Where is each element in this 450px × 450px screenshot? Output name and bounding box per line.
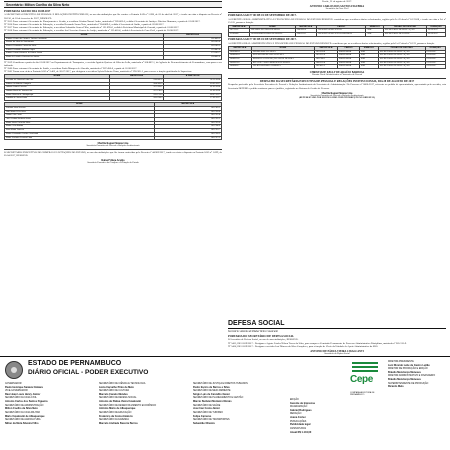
table-header: SÍMBOLO <box>359 46 378 50</box>
table-header: MATRÍCULA <box>229 25 250 29</box>
official-title: SECRETÁRIO DE ADMINISTRAÇÃO <box>5 404 44 407</box>
cpl-text: O SECRETÁRIO EXECUTIVO DE COMPRAS E LICITAÇÕES DO ESTADO, no uso das atribuições que lhe foram conferidas pelo Decreto nº 44.963/2017, tendo em vista o disposto na Portaria SAD nº 1.099, de 05.04.2017, RESOLVE: <box>4 151 222 158</box>
table-header: ÓRGÃO DE DESTINO <box>383 25 426 29</box>
section-header: Secretário: Milton Coelho da Silva Neto <box>4 1 222 8</box>
table-header: MATRÍCULA <box>229 46 252 50</box>
table-cell: 01.09.2017 <box>425 54 445 58</box>
table-cell: 380.797-3 <box>154 136 221 140</box>
table-header: NOME <box>5 103 155 107</box>
official-title: GOVERNADOR <box>5 383 22 385</box>
official-name: Márcio Stefanni Monteiro Morais <box>193 400 232 404</box>
table-cell: Rosa Maria Fonseca <box>5 129 155 133</box>
table-cell: 269.365-6 <box>164 41 222 45</box>
divider <box>4 149 222 150</box>
table-cell: 3484166-4 <box>229 54 252 58</box>
official-name: Paulo Henrique Saraiva Câmara <box>5 385 43 389</box>
signature-name: Marília Raquel Simões Lins <box>97 142 129 146</box>
table-cell: SECRETARIA DE EDUCAÇÃO <box>378 65 425 69</box>
portaria-item: Nº 3558 Fazer retornar à Secretaria de Educação, o servidor José Severino Gomes de Araújo, matrícula nº 125.461-6, cedido à Secretaria de Casa Civil, a partir de 30.08.2017. <box>4 28 179 32</box>
table-cell: 08.07.2017 <box>164 93 222 97</box>
table-cell: Maria Verônica Ferreira Lima <box>5 136 155 140</box>
table-cell: SECRETARIA DE EDUCAÇÃO <box>383 29 426 33</box>
table-cell: 01.05.2016 <box>164 90 222 94</box>
block-value: Anual R$ 1.144,00 <box>290 430 312 434</box>
table-cell: PROFESSOR <box>337 65 359 69</box>
portaria-heading: PORTARIA SAD Nº 00 DE 01 DE SETEMBRO DE 2017. <box>228 14 297 18</box>
table-cell: Ana Cristina Barbosa Souza <box>5 118 155 122</box>
table-cell: 380.795-7 <box>154 129 221 133</box>
table-cell: SUZANI REGINA DE SANTANA <box>251 54 314 58</box>
official-title: SECRETÁRIO DE DEFESA SOCIAL <box>99 397 137 400</box>
official-name: Nilton da Mota Silveira Filho <box>5 421 39 425</box>
table-cell: 207.196-0 <box>109 90 164 94</box>
official-title: DIRETOR-PRESIDENTE <box>388 361 414 363</box>
table-cell: Joana Félix Costa <box>5 114 155 118</box>
table-header: MATRÍCULA <box>315 46 338 50</box>
right-column <box>228 0 446 318</box>
table-cell: 384.512-4 <box>315 61 338 65</box>
table-header: MATRÍCULA <box>164 33 222 37</box>
table-cell: SECRETARIA DE EDUCAÇÃO <box>378 50 425 54</box>
table-cell: Edilene Sá Ribeiro Campelo <box>5 82 110 86</box>
block-value: Gabriel Rodrigues <box>290 408 312 412</box>
table-header: MATRÍCULA <box>295 25 316 29</box>
table-cell: 383.510-8 <box>315 50 338 54</box>
table-cell: 17.02.2017 <box>164 97 222 101</box>
officials-column <box>193 383 285 426</box>
section-title: DEFESA SOCIAL <box>228 320 446 329</box>
official-title: DIRETOR DE PRODUÇÃO E EDIÇÃO <box>388 368 428 371</box>
table-cell: SIM <box>366 29 384 33</box>
official-name: Raul Jean Louis Henry Júnior <box>5 392 41 396</box>
table-header: A PARTIR DE <box>164 75 222 79</box>
block-value: Gerente de Imprensa <box>290 401 315 405</box>
official-title: DIRETOR ADMINISTRATIVO E FINANCEIRO <box>388 375 436 378</box>
block-value: Publicidade legal <box>290 423 311 427</box>
table-cell: 3486083-7 <box>229 65 252 69</box>
table-cell: 279.365-7 <box>164 52 222 56</box>
table-header: DURAÇÃO <box>425 46 445 50</box>
section-subtitle: Secretário: Antonio de Pádua Vieira Cavalcanti <box>228 330 278 333</box>
table-cell: PROFESSOR <box>337 50 359 54</box>
table-cell: Maria de Lourdes Vasconcelos Santos <box>5 56 164 60</box>
table-cell: 396.999-4 <box>295 29 316 33</box>
signature-role: Secretário da Casa Civil <box>325 8 349 11</box>
table-cell: SIM <box>366 33 384 37</box>
table-cell: 380.790-6 <box>154 110 221 114</box>
table-cell: Simone Gomes do Carmo e Freitas Cavalcanti <box>5 37 164 41</box>
signature-role: Secretária Executiva de Pessoal e Relações Institucionais <box>310 94 364 97</box>
cepe-officials <box>388 361 446 390</box>
officials-column <box>99 383 191 426</box>
table-cell: 380.791-4 <box>154 114 221 118</box>
table-cell: 380.793-0 <box>154 121 221 125</box>
table-cell: 383.511-6 <box>315 54 338 58</box>
signature-name: CHRISTIANE KELLY DE ARAÚJO BARBOSA <box>309 71 365 75</box>
table-cell: Jane Maria Félix Silva <box>5 110 155 114</box>
portaria-heading: PORTARIAS SAD DO DIA 10.08.2017 <box>4 10 51 13</box>
table-cell: Maria Oliveira de Albuquerque <box>5 93 110 97</box>
block-value: Joana Cortez <box>290 416 306 420</box>
portaria-heading: PORTARIA SAD Nº 00 DE 01 DE SETEMBRO DE 2017. <box>228 38 297 42</box>
block-label: PUBLICAÇÕES <box>290 420 307 423</box>
official-title: SECRETÁRIO DE EDUCAÇÃO <box>99 411 132 414</box>
official-title: SECRETÁRIO DE CIÊNCIA E TECNOLOGIA <box>99 383 146 385</box>
signature-name: ANTONIO CARLOS DOS SANTOS FIGUEIRA <box>309 5 365 9</box>
official-name: Antônio Mário de Albuquerque <box>99 407 136 411</box>
table-cell: PROFESSOR <box>337 54 359 58</box>
table-cell: FELIPE BEZERRA CORREIA <box>251 65 314 69</box>
editorial-block <box>290 399 446 435</box>
official-title: SECRETÁRIO DE PLANEJAMENTO E GESTÃO <box>193 397 244 400</box>
table-cell: SIM <box>359 54 378 58</box>
official-title: SECRETÁRIO DE TURISMO <box>193 411 223 414</box>
signature-role: Gerente Geral Administrativa e Financeira de Pessoal <box>311 74 363 77</box>
official-title: SECRETÁRIO DE SAÚDE <box>193 404 221 407</box>
portaria-item: Nº 3555 Fazer retornar à Secretaria de Planejamento e Gestão, a servidora Cristina Nazaré Andre, matrícula nº 385.665-0, cedida à Secretaria de Justiça e Direitos Humanos, a partir de 01.08.2017. <box>4 19 201 23</box>
signature-role: Secretário de Defesa Social <box>324 352 350 355</box>
official-title: SECRETÁRIO DA CASA CIVIL <box>5 397 37 400</box>
table-cell: 380.789-2 <box>154 106 221 110</box>
table-cell: 01.11.2016 <box>164 78 222 82</box>
signature-name: Marília Raquel Simões Lins <box>321 91 353 95</box>
table-cell: 380.796-5 <box>154 132 221 136</box>
table-cell: 3480163-0 <box>229 61 252 65</box>
official-name: Frederico da Costa Amâncio <box>99 414 133 418</box>
table-row <box>229 65 446 69</box>
table-cell: 295.153-0 <box>109 93 164 97</box>
table-cell: Maria Célia Batista <box>5 125 155 129</box>
official-name: Milton Coelho da Silva Neto <box>5 407 38 411</box>
table-cell: 133.847-6 <box>164 48 222 52</box>
table-cell: 3482066-4 <box>229 50 252 54</box>
block-label: REDAÇÃO <box>290 413 302 416</box>
table-cell: ANALISTA EXECUTIVO <box>316 29 366 33</box>
table-row <box>5 56 222 60</box>
official-title: SECRETÁRIO DA FAZENDA <box>99 418 129 421</box>
table-cell: 01.01.2016 <box>164 86 222 90</box>
table-header: SÍMBOLO <box>366 25 384 29</box>
table-cell: 355654-6 <box>229 33 250 37</box>
defesa-social-section <box>228 320 446 355</box>
table-cell: 283.294-3 <box>109 97 164 101</box>
table-header: NOME <box>250 25 296 29</box>
table-header: MATRÍCULA <box>109 75 164 79</box>
table-cell: Sirlani Fernandes Barbosa Lopes <box>5 48 164 52</box>
divider <box>228 78 446 79</box>
official-name: José Iran Costa Júnior <box>193 407 220 411</box>
portaria-item: Nº 3561 Tornar sem efeito a Portaria SAD nº 3.403, de 26.07.2017, que designou a servidora Sylvia Roberta Viana, matrícula nº 298.365-1, para exercer a função gratificada de Supervisor. <box>4 70 192 74</box>
portaria-text: A GERENTE GERAL ADMINISTRATIVA E FINANCEIRA DE PESSOAL DO ESTADO RESOLVE: considerar que os servidores abaixo relacionados, regidos pela Lei Federal nº 6.123, passam a lotação. <box>228 41 435 45</box>
masthead-footer <box>0 356 450 450</box>
official-name: Felipe Carreras <box>193 414 212 418</box>
table-cell: Luciana Silva Bezerra <box>5 106 155 110</box>
table-cell: Marcos Fernandes Freitas da Silva <box>5 45 164 49</box>
official-name: Sebastião Oliveira <box>193 421 215 425</box>
table-header: CARGO <box>316 25 366 29</box>
servidores-table <box>4 33 222 60</box>
signature-role: Secretária Executiva de Pessoal e Relações Institucionais <box>86 145 140 148</box>
table-cell: 01.09.2017 <box>427 29 446 33</box>
table-cell: 247765-2 <box>229 29 250 33</box>
portaria-text: A GERENTE GERAL ADMINISTRATIVA E FINANCEIRA DE PESSOAL DO ESTADO RESOLVE: considerar que servidores abaixo relacionados, regidos pela Lei Federal nº 6.123/68, e tendo em vista a Lei nº 15.105, passam a lotação. <box>228 17 446 24</box>
table-cell: Janaina Maria de Vasconcelos <box>5 90 110 94</box>
official-name: Lúcia Carvalho Pinto de Melo <box>99 385 134 389</box>
official-name: Mário Cavalcanti de Albuquerque <box>5 414 45 418</box>
cepe-wordmark: Cepe <box>350 374 373 385</box>
table-row <box>229 33 446 37</box>
place-date: Recife, 31 de agosto de 2017. <box>322 0 352 3</box>
portaria-item: Nº 3557 Fazer retornar à Secretaria de Educação, a servidora Sebastião Gomes Filho, matrícula nº 131.895-0, cedida à Prefeitura Municipal de Gravatá, a partir de 01.08.2017. <box>4 25 180 29</box>
table-cell: 01.09.2017 <box>425 50 445 54</box>
table-cell: SIM <box>359 65 378 69</box>
table-cell: 228.047-2 <box>109 78 164 82</box>
table-cell: 05.01.2017 <box>164 82 222 86</box>
signature-name: ANTONIO DE PÁDUA VIEIRA CAVALCANTI <box>310 349 364 353</box>
official-title: VICE-GOVERNADOR <box>5 390 28 393</box>
portaria-item: Nº 3556 Fazer retornar à Secretaria de Educação, o servidor Bernardo Souza Neto, matrícula nº 264.869-0, cedido à Secretaria de Saúde, a partir de 02.08.2017. <box>4 22 165 26</box>
nomeacoes-table <box>4 102 222 140</box>
table-cell: 380.798-1 <box>315 57 338 61</box>
official-title: SECRETÁRIO DE TRANSPORTES <box>193 418 230 421</box>
table-header: ÓRGÃO DE DESTINO <box>378 46 425 50</box>
table-cell: PEDRO JOSE DA SILVA <box>251 50 314 54</box>
table-cell: PROFESSOR <box>337 61 359 65</box>
table-row <box>5 136 222 140</box>
table-cell: RITA DE CÁSSIA MORAES DE SOUZA <box>251 61 314 65</box>
portaria-item: Nº 3560 Fazer retornar à Secretaria de Saúde, a servidora Paula Marques de Almeida, matrícula nº 287.456-0, a partir de 01.08.2017. <box>4 67 137 71</box>
left-column <box>4 0 222 318</box>
table-cell: SECRETARIA DE EDUCAÇÃO <box>378 61 425 65</box>
table-cell: PROFESSOR <box>337 57 359 61</box>
state-seal-icon <box>5 361 23 379</box>
table-cell: ANALISTA EXECUTIVO JURÍDICO <box>316 33 366 37</box>
table-cell: WANDERSON ROSA DE SOUZA <box>250 33 296 37</box>
table-header: NOME <box>5 33 164 37</box>
signature-name: Rafael Vilaça Araújo <box>101 159 125 163</box>
official-title: SECRETÁRIO DE MEIO AMBIENTE <box>193 390 231 393</box>
table-cell: SIM <box>359 61 378 65</box>
official-name: Ricardo Melo <box>388 385 404 389</box>
table-cell: SECRETARIA DE EDUCAÇÃO <box>378 57 425 61</box>
portaria-heading: PORTARIA DO SECRETÁRIO DE DEFESA SOCIAL <box>228 335 295 338</box>
official-title: SECRETÁRIO DE DESENVOLVIMENTO ECONÔMICO <box>99 404 157 407</box>
table-header: MATRÍCULA <box>154 103 221 107</box>
table-cell: 382.451-3 <box>315 65 338 69</box>
official-name: Bráulio Mendonça Meneses <box>388 370 421 374</box>
table-cell: 396.031-6 <box>295 33 316 37</box>
block-label: EDIÇÃO <box>290 399 299 401</box>
portaria-text: A SECRETÁRIA EXECUTIVA DE PESSOAL E RELAÇÕES INSTITUCIONAIS, no uso das atribuições que lhe confere a Portaria SAD nº 1.096, de 05 de abril de 2017, e tendo em vista o disposto no Decreto nº 38.150, de 18 de fevereiro de 2017, RESOLVE: <box>4 13 222 20</box>
official-title: SECRETÁRIO DE CULTURA <box>99 390 130 393</box>
table-cell: 209.183-2 <box>164 45 222 49</box>
portaria-text: O Secretário de Defesa Social, no uso de suas atribuições, RESOLVE: <box>228 338 299 342</box>
table-cell: 01.09.2017 <box>427 33 446 37</box>
table-header: NOME <box>5 75 110 79</box>
table-cell: SECRETARIA DE EDUCAÇÃO <box>378 54 425 58</box>
table-cell: SECRETARIA DE SAÚDE <box>383 33 426 37</box>
cepe-subtitle: COMPANHIA EDITORA DE PERNAMBUCO <box>350 392 375 397</box>
block-label: DIAGRAMAÇÃO <box>290 406 308 409</box>
table-header: DURAÇÃO <box>427 25 446 29</box>
lotacao-table <box>228 25 446 37</box>
table-cell: 124.461-0 <box>164 56 222 60</box>
official-name: Antonio de Pádua Vieira Cavalcanti <box>99 400 141 404</box>
table-header: NOME <box>251 46 314 50</box>
official-title: SECRETÁRIO DE AGRICULTURA <box>5 418 41 421</box>
official-title: SECRETÁRIO DA CASA MILITAR <box>5 411 40 414</box>
table-cell: 327.395-7 <box>109 86 164 90</box>
official-name: Antonio Carlos dos Santos Figueira <box>5 400 48 404</box>
table-cell: 380.794-9 <box>154 125 221 129</box>
official-name: Marcelo Andrade Bezerra Barros <box>99 421 138 425</box>
diario-title: DIÁRIO OFICIAL - PODER EXECUTIVO <box>28 369 149 376</box>
republication-note: (REPUBLICADO POR HAVER SAIDO COM INCORREÇÃO NO ORIGINAL) <box>298 96 376 99</box>
table-cell: Ivanilda de Souza Paula <box>5 97 110 101</box>
table-cell: 01.09.2017 <box>425 57 445 61</box>
table-cell: Maria Alessandra Coelho Cavalcanti <box>5 132 155 136</box>
official-name: Pedro Eurico de Barros e Silva <box>193 385 230 389</box>
table-cell: 264.385-5 <box>109 82 164 86</box>
licencas-table <box>4 74 222 101</box>
official-title: SECRETÁRIO DE JUSTIÇA E DIREITOS HUMANOS <box>193 383 248 385</box>
state-name: ESTADO DE PERNAMBUCO <box>28 360 122 367</box>
table-cell: 3484165-6 <box>229 57 252 61</box>
table-cell: Gerlaine de Oliveira Lobo Lira <box>5 78 110 82</box>
table-cell: Juliana Gomes Ferreira <box>5 86 110 90</box>
table-cell: Simoni Cosmi Silvanete de Barros Souza <box>5 52 164 56</box>
portaria-item: Nº 5455, DE 01/09/2017 - Designar o Agente Linder Nilson Torres da Silva, para compor a Comissão Permanente de Processo Administrativo Disciplinar, matrícula nº 265.315-9. <box>228 341 407 345</box>
official-name: Sérgio Luís de Carvalho Xavier <box>193 392 230 396</box>
table-cell: 01.09.2017 <box>425 65 445 69</box>
table-row <box>5 97 222 101</box>
official-name: Luiz Ricardo Leite de Castro Leitão <box>388 363 430 367</box>
table-cell: SIM <box>359 57 378 61</box>
table-cell: SIM <box>359 50 378 54</box>
table-cell: 380.792-2 <box>154 118 221 122</box>
despacho-heading: DESPACHO DA SECRETÁRIA EXECUTIVA DE PESSOAL E RELAÇÕES INSTITUCIONAIS, DIA 28 DE AGOSTO DE 2017 <box>259 80 415 84</box>
portaria-item: Nº 5456, DE 01/09/2017 - Designar o servidor José Marcos da Silva Gonçalves, para a função de Chefe da Unidade de Apoio Administrativo da SDS. <box>228 344 379 348</box>
block-label: ASSINATURAS <box>290 427 307 430</box>
table-cell: 01.09.2017 <box>425 61 445 65</box>
signature-role: Secretário Executivo de Compras e Licitação do Estado <box>87 162 139 165</box>
table-cell: MARIA DA CONCEIÇÃO ALVES DE LIMA <box>251 57 314 61</box>
official-name: Bráulio Mendonça Meneses <box>388 378 421 382</box>
table-cell: Rosane da Silva do Nascimento <box>5 41 164 45</box>
divider <box>228 12 446 13</box>
despacho-text: Despacho proferido pela Secretária Executiva de Pessoal e Relações Institucionais da Secretaria de Administração. No Processo nº 0000-2017, referente ao pedido de aposentadoria, apresentado pelo servidor, esta Secretaria DEFERE o pedido conforme parecer jurídico, registrado no Sistema de Gestão de Pessoas. <box>228 83 446 90</box>
cepe-logo-icon <box>350 360 382 390</box>
table-cell: Maria Lúcia Vieira da Silva <box>5 121 155 125</box>
officials-column <box>5 383 97 426</box>
portaria-item: Nº 3559 Considerar a partir do dia 01.08.2017 no Departamento de Transportes, o servidor Ignácio Queiroz de Oliveira Lolla, matrícula nº 106.887-1, da Agência de Desenvolvimento de Pernambuco, com prazo a ser indicado. <box>4 60 222 67</box>
table-cell: 102.469-3 <box>164 37 222 41</box>
official-name: Marcelo Canuto Mendes <box>99 392 128 396</box>
table-header: CARGO <box>337 46 359 50</box>
table-cell: GRASIEL JUSTINO DE MELO <box>250 29 296 33</box>
official-title: SUPERINTENDENTE DE PRODUÇÃO <box>388 382 429 385</box>
lotacao-table-2 <box>228 46 446 69</box>
